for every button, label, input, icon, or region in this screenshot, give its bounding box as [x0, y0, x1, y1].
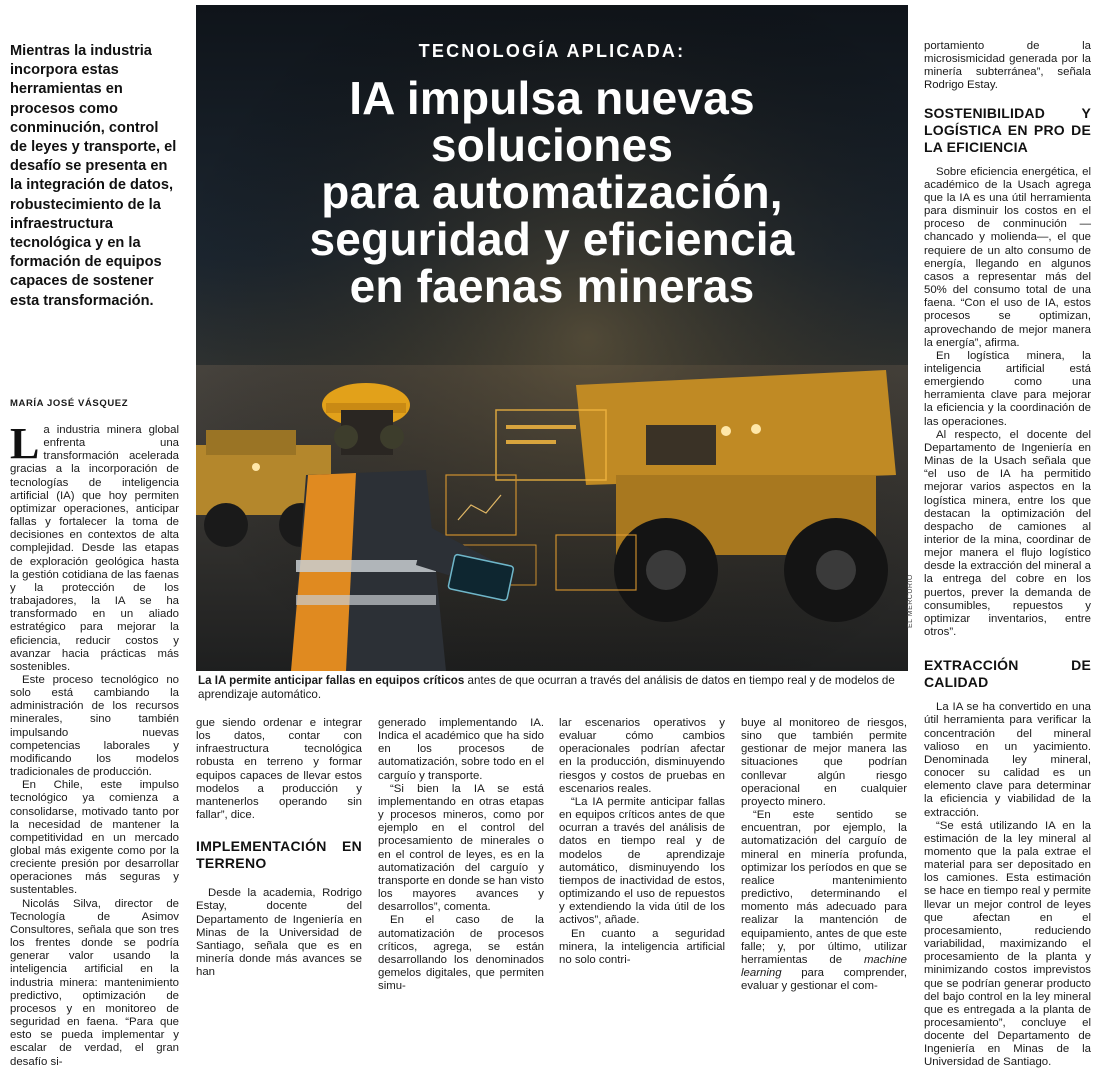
paragraph: generado implementando IA. Indica el académico que ha sido en los procesos de automatización, sobre todo en el carguío y transporte. [378, 717, 544, 782]
article-deck: Mientras la industria incorpora estas herramientas en procesos como conminución, control de leyes y transporte, el desafío se presenta en la integración de datos, robustecimiento de la infraestructura tecnológica y en la formación de equipos capaces de sostener esta transformación. [10, 43, 177, 309]
paragraph: En cuanto a seguridad minera, la inteligencia artificial no solo contri- [559, 927, 725, 966]
paragraph: La industria minera global enfrenta una transformación acelerada gracias a la incorporación de tecnologías de inteligencia artificial (IA) que hoy permiten optimizar operaciones, anticipar fallas y fortalecer la toma de decisiones en contextos de alta complejidad. Desde las etapas de exploración geológica hasta la gestión cotidiana de las faenas y la protección de los trabajadores, la IA se ha transformado en un aliado estratégico para mejorar la eficiencia, reducir costos y avanzar hacia prácticas más sostenibles. [10, 419, 179, 673]
paragraph: portamiento de la microsismicidad generada por la minería subterránea”, señala Rodrigo Estay. [924, 40, 1091, 92]
paragraph: “La IA permite anticipar fallas en equipos críticos antes de que ocurran a través del análisis de datos en tiempo real y de modelos de aprendizaje automático, disminuyendo los tiempos de inactividad de estos, optimizando el uso de repuestos y extendiendo la vida útil de los activos”, añade. [559, 795, 725, 927]
article-column-4 [559, 717, 725, 967]
paragraph: Al respecto, el docente del Departamento de Ingeniería en Minas de la Usach señala que “el uso de IA ha permitido mejorar varios aspectos en la logística minera, entre los que destacan la optimización del despacho de camiones al interior de la mina, coordinar de mejor manera el flujo logístico desde la extracción del mineral a la entrega del cobre en los puertos, prever la demanda de consumibles, repuestos y optimizar inventarios, entre otros”. [924, 428, 1091, 639]
kicker: TECNOLOGÍA APLICADA: [418, 41, 686, 61]
paragraph: “En este sentido se encuentran, por ejemplo, la automatización del carguío de mineral en minería profunda, optimizar los períodos en que se realice mantenimiento predictivo, determinando el momento más adecuado para realizar la mantención de equipamiento, antes de que este falle; y, por último, utilizar herramientas de machine learning para comprender, evaluar y gestionar el com- [741, 809, 907, 993]
photo-caption: La IA permite anticipar fallas en equipos críticos antes de que ocurran a través del análisis de datos en tiempo real y de modelos de aprendizaje automático. [198, 674, 895, 701]
paragraph: buye al monitoreo de riesgos, sino que también permite gestionar de mejor manera las situaciones que podrían conllevar algún riesgo operacional en cualquier proyecto minero. [741, 717, 907, 808]
paragraph: La IA se ha convertido en una útil herramienta para verificar la concentración del mineral valioso en un yacimiento. Denominada ley mineral, conocer su calidad es un elemento clave para determinar la eficiencia y viabilidad de la extracción. [924, 701, 1091, 819]
paragraph: En logística minera, la inteligencia artificial está emergiendo como una herramienta clave para mejorar la eficiencia y la coordinación de las operaciones. [924, 349, 1091, 428]
section-heading: SOSTENIBILIDAD Y LOGÍSTICA EN PRO DE LA EFICIENCIA [924, 104, 1091, 155]
paragraph: Sobre eficiencia energética, el académico de la Usach agrega que la IA es una útil herramienta para disminuir los costos en el proceso de conminución —chancado y molienda—, el que requiere de un alto consumo de energía, llegando en algunos casos a representar más del 50% del consumo total de una faena. “Con el uso de IA, estos procesos se optimizan, aprovechando de mejor manera la energía”, afirma. [924, 165, 1091, 349]
paragraph: Nicolás Silva, director de Tecnología de Asimov Consultores, señala que son tres los frentes donde se podría generar valor usando la inteligencia artificial en la industria minera: mantenimiento predictivo, optimización de procesos y en monitoreo de seguridad en faena. “Para que esto se pueda implementar y escalar de verdad, el gran desafío si- [10, 897, 179, 1068]
article-column-6 [924, 40, 1091, 1070]
section-heading: EXTRACCIÓN DE CALIDAD [924, 657, 1091, 691]
article-column-3 [378, 717, 544, 993]
section-heading: IMPLEMENTACIÓN EN TERRENO [196, 838, 362, 871]
byline: MARÍA JOSÉ VÁSQUEZ [10, 398, 129, 409]
paragraph: Desde la academia, Rodrigo Estay, docente del Departamento de Ingeniería en Minas de la Universidad de Santiago, señala que es en minería donde más avances se han [196, 887, 362, 979]
paragraph: En el caso de la automatización de procesos críticos, agrega, se están desarrollando los denominados gemelos digitales, que permiten simu- [378, 914, 544, 993]
paragraph: lar escenarios operativos y evaluar cómo cambios operacionales podrían afectar en la producción, disminuyendo riesgos y costos de pruebas en escenarios reales. [559, 717, 725, 795]
photo-credit: EL MERCURIO [907, 574, 914, 628]
drop-cap: L [10, 419, 40, 468]
paragraph: Este proceso tecnológico no solo está cambiando la administración de los recursos minerales, sino también impulsando nuevas competencias laborales y modificando los modelos tradicionales de producción. [10, 673, 179, 779]
paragraph: “Se está utilizando IA en la estimación de la ley mineral al momento que la pala extrae el material para ser depositado en los camiones. Esta estimación se hace en tiempo real y permite llevar un mejor control de leyes que afectan en el procesamiento, reduciendo variabilidad, maximizando el procesamiento de la planta y minimizando costos imprevistos que se podrían generar producto del bajo control en la ley mineral que es entregada a la planta de procesamiento”, concluye el docente del Departamento de Ingeniería en Minas de la Universidad de Santiago. [924, 819, 1091, 1069]
article-column-5 [741, 717, 907, 993]
paragraph: “Si bien la IA se está implementando en otras etapas y procesos mineros, como por ejemplo en el control del procesamiento de minerales o en el control de leyes, es en la automatización del carguío y transporte en donde se han visto los mayores avances y desarrollos”, comenta. [378, 782, 544, 914]
page-title: IA impulsa nuevas soluciones para automatización, seguridad y eficiencia en faenas mineras [309, 72, 795, 312]
hero-photo [196, 5, 908, 671]
paragraph: gue siendo ordenar e integrar los datos, contar con infraestructura tecnológica robusta en terreno y formar equipos capaces de llevar estos modelos a producción y mantenerlos operando sin fallar”, dice. [196, 717, 362, 822]
article-column-1 [10, 419, 179, 1069]
paragraph: En Chile, este impulso tecnológico ya comienza a consolidarse, motivado tanto por la necesidad de mantener la competitividad en un mercado global más exigente como por la creciente presión por desarrollar operaciones más seguras y sustentables. [10, 779, 179, 897]
